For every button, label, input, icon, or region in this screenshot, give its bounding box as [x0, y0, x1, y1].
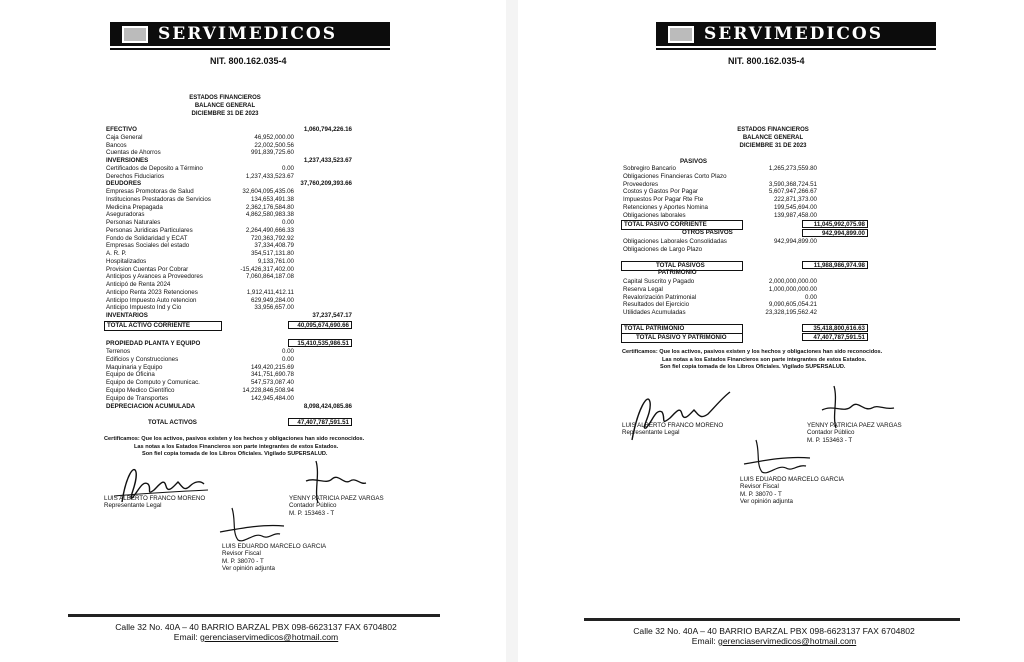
footer-email-label: Email: — [173, 632, 198, 642]
page-gap — [506, 0, 518, 662]
balance-page-liabilities — [518, 0, 1024, 662]
row-label: Revalorización Patrimonial — [623, 293, 697, 301]
row-amount: 2,264,490,666.33 — [245, 226, 294, 234]
statement-row — [106, 395, 356, 403]
row-amount: 1,237,433,523.67 — [245, 172, 294, 180]
header-line: BALANCE GENERAL — [194, 103, 256, 109]
row-label: Provision Cuentas Por Cobrar — [106, 265, 189, 273]
row-label: Derechos Fiduciarios — [106, 172, 165, 180]
row-label: Costos y Gastos Por Pagar — [623, 188, 698, 196]
row-amount: 46,952,000.00 — [254, 133, 294, 141]
row-label: Edificios y Construcciones — [106, 355, 179, 363]
statement-row — [623, 278, 873, 286]
row-amount: 0.00 — [281, 219, 294, 226]
footer-email-line — [108, 632, 404, 642]
row-label: Equipo de Transportes — [106, 394, 169, 402]
row-amount: 22,002,500.56 — [254, 141, 294, 149]
footer-rule — [68, 614, 440, 617]
header-line: DICIEMBRE 31 DE 2023 — [191, 111, 259, 117]
header-line: ESTADOS FINANCIEROS — [189, 95, 261, 101]
ppe-total-value: 15,410,535,986.51 — [288, 339, 352, 347]
nit-number: NIT. 800.162.035-4 — [728, 56, 805, 66]
row-amount: 32,604,095,435.06 — [242, 188, 294, 195]
footer-address: Calle 32 No. 40A – 40 BARRIO BARZAL PBX 098-6623137 FAX 6704802 — [115, 622, 397, 632]
total-pasivo-corriente-label: TOTAL PASIVO CORRIENTE — [624, 221, 707, 228]
ppe-label: PROPIEDAD PLANTA Y EQUIPO — [106, 340, 201, 347]
statement-row — [623, 286, 873, 294]
row-label: Empresas Sociales del estado — [106, 242, 190, 250]
rep-legal-block — [104, 495, 205, 510]
row-amount: 33,956,657.00 — [254, 304, 294, 312]
row-label: Equipo de Oficina — [106, 371, 155, 379]
contador-name: YENNY PATRICIA PAEZ VARGAS — [807, 422, 902, 429]
rep-legal-name: LUIS ALBERTO FRANCO MORENO — [104, 495, 206, 502]
company-logo — [656, 22, 936, 46]
footer-address: Calle 32 No. 40A – 40 BARRIO BARZAL PBX 098-6623137 FAX 6704802 — [633, 626, 915, 636]
logo-text: SERVIMEDICOS — [704, 24, 883, 44]
row-amount: 139,987,458.00 — [773, 211, 817, 219]
total-pasivo-corriente-value: 11,045,992,075.98 — [802, 220, 868, 228]
logo-emblem-icon — [122, 26, 148, 43]
total-pasivos-value: 11,988,986,974.98 — [802, 261, 868, 269]
row-amount: 341,751,690.78 — [250, 371, 294, 379]
row-amount: 1,265,273,559.80 — [768, 165, 817, 172]
row-amount: 134,653,491.38 — [250, 195, 294, 203]
row-amount: 991,839,725.60 — [250, 149, 294, 157]
row-amount: 142,945,484.00 — [250, 394, 294, 402]
certification-line: Las notas a los Estados Financieros son parte integrantes de estos Estados. — [662, 356, 867, 363]
row-amount: 2,362,176,584.80 — [245, 203, 294, 211]
balance-page-assets — [0, 0, 506, 662]
total-activos-value: 47,407,787,591.51 — [288, 418, 352, 426]
row-label: Utilidades Acumuladas — [623, 309, 686, 317]
row-label: Personas Naturales — [106, 219, 161, 226]
statement-row — [623, 238, 873, 246]
certification-line: Son fiel copia tomada de los Libros Oficiales. Vigilado SUPERSALUD. — [142, 451, 328, 458]
revisor-note: Ver opinión adjunta — [222, 565, 275, 573]
statement-row — [623, 165, 873, 173]
row-amount: 3,590,368,724.51 — [768, 180, 817, 188]
row-amount: 199,545,694.00 — [773, 204, 817, 211]
row-label: Maquinaria y Equipo — [106, 363, 163, 371]
statement-header — [150, 94, 300, 118]
statement-header — [698, 126, 848, 150]
row-label: A. R. P. — [106, 250, 127, 257]
row-label: Retenciones y Aportes Nomina — [623, 204, 708, 211]
certification-line: Certificamos: Que los activos, pasivos existen y los hechos y obligaciones han sido reconocidos. — [104, 436, 365, 442]
total-pasivos-label: TOTAL PASIVOS — [656, 262, 705, 269]
rep-legal-block — [622, 422, 723, 437]
row-label: Obligaciones Laborales Consolidadas — [623, 238, 727, 245]
signature-revisor-icon — [740, 436, 816, 478]
row-total: 37,760,209,393.66 — [300, 180, 352, 188]
nit-number: NIT. 800.162.035-4 — [210, 56, 287, 66]
row-label: INVENTARIOS — [106, 312, 148, 319]
footer — [108, 622, 404, 642]
row-label: Anticipos y Avances a Proveedores — [106, 273, 203, 281]
row-label: Capital Suscrito y Pagado — [623, 278, 695, 285]
footer-email-link[interactable]: gerenciaservimedicos@hotmail.com — [718, 636, 857, 646]
row-amount: 0.00 — [281, 164, 294, 172]
footer-rule — [584, 618, 960, 621]
revisor-name: LUIS EDUARDO MARCELO GARCIA — [740, 476, 845, 483]
row-amount: 23,328,195,562.42 — [765, 309, 817, 317]
row-label: Hospitalizados — [106, 257, 147, 265]
revisor-mp: M. P. 38070 - T — [740, 490, 782, 498]
certification-line: Certificamos: Que los activos, pasivos existen y los hechos y obligaciones han sido reconocidos. — [622, 349, 883, 355]
row-amount: 0.00 — [804, 293, 817, 301]
certification-line: Las notas a los Estados Financieros son parte integrantes de estos Estados. — [134, 443, 339, 450]
statement-row — [623, 196, 873, 204]
row-total: 37,237,547.17 — [312, 312, 352, 319]
logo-text: SERVIMEDICOS — [158, 24, 337, 44]
total-pasivo-patrimonio-label: TOTAL PASIVO Y PATRIMONIO — [636, 334, 727, 341]
row-label: Resultados del Ejercicio — [623, 301, 690, 309]
row-label: Equipo de Computo y Comunicac. — [106, 379, 200, 386]
total-pasivo-patrimonio-value: 47,407,787,591.51 — [802, 333, 868, 341]
pasivos-heading: PASIVOS — [680, 158, 708, 165]
logo-emblem-icon — [668, 26, 694, 43]
row-label: Obligaciones laborales — [623, 211, 686, 219]
revisor-block — [740, 476, 844, 506]
row-label: Instituciones Prestadoras de Servicios — [106, 195, 211, 203]
row-label: Empresas Promotoras de Salud — [106, 188, 194, 195]
statement-row — [623, 309, 873, 317]
revisor-role: Revisor Fiscal — [222, 550, 261, 558]
row-label: Fondo de Solidaridad y ECAT — [106, 234, 188, 242]
logo-underline — [110, 48, 390, 50]
patrimonio-heading: PATRIMONIO — [658, 269, 697, 276]
statement-row — [623, 301, 873, 309]
company-logo — [110, 22, 390, 46]
statement-row — [623, 212, 873, 220]
row-total: 1,237,433,523.67 — [303, 157, 352, 164]
row-label: Anticipo Impuesto Auto retencion — [106, 296, 197, 304]
footer — [626, 626, 922, 646]
row-label: Bancos — [106, 141, 127, 149]
row-label: Impuestos Por Pagar Rte Fte — [623, 196, 704, 204]
contador-block — [289, 495, 384, 517]
row-label: EFECTIVO — [106, 126, 137, 133]
row-amount: 4,862,580,983.38 — [245, 211, 294, 219]
depreciation-value: 8,098,424,085.86 — [303, 403, 352, 410]
rep-legal-name: LUIS ALBERTO FRANCO MORENO — [622, 422, 724, 429]
row-amount: 7,060,864,187.08 — [245, 273, 294, 281]
statement-row — [623, 294, 873, 302]
header-line: ESTADOS FINANCIEROS — [737, 127, 809, 133]
rep-legal-role: Representante Legal — [104, 502, 162, 510]
row-label: Sobregiro Bancario — [623, 165, 676, 172]
row-amount: 547,573,087.40 — [250, 379, 294, 386]
row-label: Anticipó de Renta 2024 — [106, 281, 171, 288]
row-label: Anticipo Impuesto Ind y Cio — [106, 304, 182, 312]
row-amount: 0.00 — [281, 348, 294, 355]
row-label: Terrenos — [106, 348, 131, 355]
row-label: Caja General — [106, 133, 143, 141]
certification-line: Son fiel copia tomada de los Libros Oficiales. Vigilado SUPERSALUD. — [660, 364, 846, 371]
total-patrimonio-label: TOTAL PATRIMONIO — [624, 325, 685, 332]
contador-name: YENNY PATRICIA PAEZ VARGAS — [289, 495, 384, 502]
row-amount: 37,334,408.79 — [254, 242, 294, 250]
otros-pasivos-heading: OTROS PASIVOS — [682, 229, 733, 236]
revisor-note: Ver opinión adjunta — [740, 498, 793, 506]
row-amount: 354,517,131.80 — [250, 250, 294, 257]
row-total: 1,060,794,226.16 — [303, 126, 352, 133]
footer-email-line — [626, 636, 922, 646]
revisor-block — [222, 543, 326, 573]
rep-legal-role: Representante Legal — [622, 429, 680, 437]
row-label: Certificados de Deposito a Término — [106, 164, 203, 172]
revisor-name: LUIS EDUARDO MARCELO GARCIA — [222, 543, 327, 550]
header-line: BALANCE GENERAL — [742, 135, 804, 141]
footer-email-label: Email: — [691, 636, 716, 646]
total-patrimonio-value: 35,418,800,616.63 — [802, 324, 868, 332]
total-activo-corriente-value: 40,095,674,690.66 — [288, 321, 352, 329]
row-label: Equipo Medico Científico — [106, 386, 175, 394]
otros-pasivos-value: 942,994,899.00 — [802, 229, 868, 237]
row-label: Medicina Prepagada — [106, 203, 163, 211]
row-amount: 14,228,846,508.94 — [242, 386, 294, 394]
statement-row — [623, 181, 873, 189]
row-amount: 1,000,000,000.00 — [768, 285, 817, 293]
row-amount: 149,420,215.69 — [250, 363, 294, 371]
row-label: Aseguradoras — [106, 211, 145, 219]
row-label: INVERSIONES — [106, 157, 149, 164]
total-activos-label: TOTAL ACTIVOS — [148, 419, 197, 426]
row-amount: 629,949,284.00 — [250, 296, 294, 304]
revisor-mp: M. P. 38070 - T — [222, 557, 264, 565]
contador-role: Contador Público — [807, 429, 855, 437]
row-label: DEUDORES — [106, 180, 142, 188]
contador-mp: M. P. 153463 - T — [289, 509, 335, 517]
statement-row — [623, 173, 873, 181]
row-amount: 0.00 — [281, 355, 294, 363]
total-activo-corriente-label: TOTAL ACTIVO CORRIENTE — [107, 322, 190, 329]
footer-email-link[interactable]: gerenciaservimedicos@hotmail.com — [200, 632, 339, 642]
statement-row — [623, 204, 873, 212]
revisor-role: Revisor Fiscal — [740, 483, 779, 491]
row-amount: 2,000,000,000.00 — [768, 278, 817, 285]
row-label: Proveedores — [623, 180, 659, 188]
row-label: Obligaciones Financieras Corto Plazo — [623, 172, 727, 180]
contador-role: Contador Público — [289, 502, 337, 510]
statement-row — [623, 188, 873, 196]
statement-row — [623, 246, 873, 254]
row-amount: 222,871,373.00 — [773, 196, 817, 204]
contador-block — [807, 422, 902, 444]
signature-revisor-icon — [214, 502, 290, 546]
row-amount: 9,133,761.00 — [257, 257, 294, 265]
row-amount: 5,607,947,266.67 — [768, 188, 817, 196]
row-amount: 1,912,411,412.11 — [246, 288, 294, 296]
row-amount: 942,994,899.00 — [773, 238, 817, 245]
row-label: Cuentas de Ahorros — [106, 149, 161, 157]
row-label: Reserva Legal — [623, 285, 663, 293]
statement-row — [106, 312, 356, 320]
row-amount: -15,426,317,402.00 — [240, 265, 294, 273]
contador-mp: M. P. 153463 - T — [807, 436, 853, 444]
depreciation-label: DEPRECIACION ACUMULADA — [106, 403, 196, 410]
certification-text — [622, 349, 882, 372]
row-label: Anticipo Renta 2023 Retenciones — [106, 288, 198, 296]
row-label: Obligaciones de Largo Plazo — [623, 245, 703, 253]
row-amount: 9,090,605,054.21 — [768, 301, 817, 309]
logo-underline — [656, 48, 936, 50]
row-amount: 720,363,792.92 — [250, 234, 294, 242]
row-label: Personas Juridicas Particulares — [106, 226, 193, 234]
header-line: DICIEMBRE 31 DE 2023 — [739, 143, 807, 149]
